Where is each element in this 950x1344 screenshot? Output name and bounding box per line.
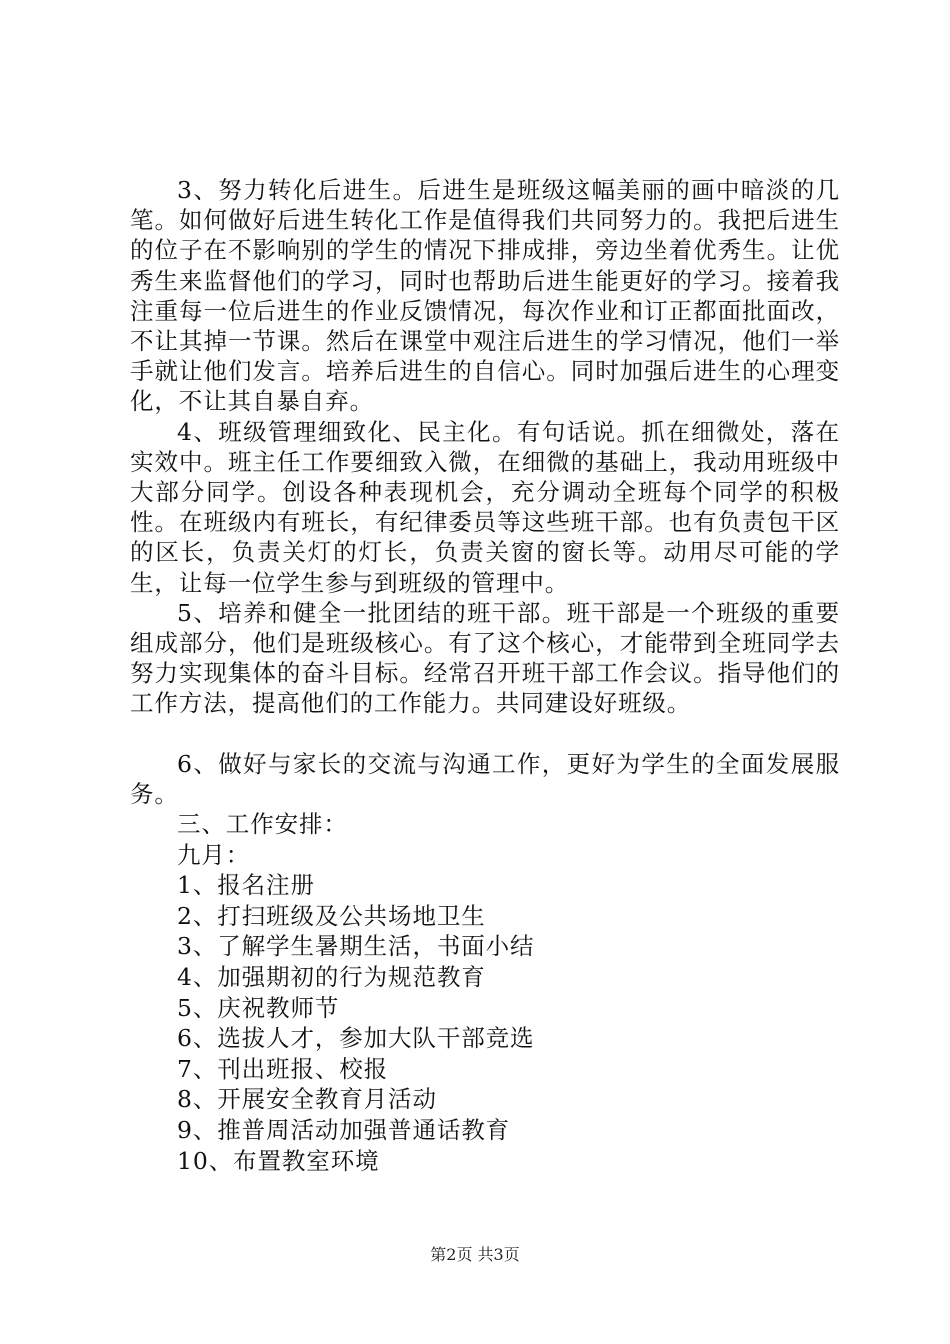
list-item: 3、了解学生暑期生活，书面小结 bbox=[177, 932, 535, 961]
paragraph-5: 5、培养和健全一批团结的班干部。班干部是一个班级的重要组成部分，他们是班级核心。有了这个核心，才能带到全班同学去努力实现集体的奋斗目标。经常召开班干部工作会议。指导他们的工作方法，提高他们的工作能力。共同建设好班级。 bbox=[130, 598, 840, 718]
list-item: 2、打扫班级及公共场地卫生 bbox=[177, 901, 486, 930]
list-item: 5、庆祝教师节 bbox=[177, 993, 340, 1022]
document-body bbox=[130, 175, 840, 1176]
month-heading: 九月： bbox=[177, 840, 251, 869]
list-item: 6、选拔人才，参加大队干部竞选 bbox=[177, 1024, 535, 1053]
list-item: 9、推普周活动加强普通话教育 bbox=[177, 1116, 511, 1144]
list-item: 4、加强期初的行为规范教育 bbox=[177, 963, 486, 992]
list-item: 7、刊出班报、校报 bbox=[177, 1054, 389, 1083]
section-heading: 三、工作安排： bbox=[177, 810, 348, 839]
paragraph-3: 3、努力转化后进生。后进生是班级这幅美丽的画中暗淡的几笔。如何做好后进生转化工作是值得我们共同努力的。我把后进生的位子在不影响别的学生的情况下排成排，旁边坐着优秀生。让优秀生来监督他们的学习，同时也帮助后进生能更好的学习。接着我注重每一位后进生的作业反馈情况，每次作业和订正都面批面改，不让其掉一节课。然后在课堂中观注后进生的学习情况，他们一举手就让他们发言。培养后进生的自信心。同时加强后进生的心理变化，不让其自暴自弃。 bbox=[130, 176, 840, 416]
list-item: 1、报名注册 bbox=[177, 871, 315, 900]
paragraph-spacer bbox=[130, 719, 840, 749]
paragraph-4: 4、班级管理细致化、民主化。有句话说。抓在细微处，落在实效中。班主任工作要细致入微，在细微的基础上，我动用班级中大部分同学。创设各种表现机会，充分调动全班每个同学的积极性。在班级内有班长，有纪律委员等这些班干部。也有负责包干区的区长，负责关灯的灯长，负责关窗的窗长等。动用尽可能的学生，让每一位学生参与到班级的管理中。 bbox=[130, 417, 840, 597]
page-number-footer: 第2页 共3页 bbox=[430, 1245, 520, 1264]
list-item: 10、布置教室环境 bbox=[177, 1146, 380, 1175]
paragraph-6: 6、做好与家长的交流与沟通工作，更好为学生的全面发展服务。 bbox=[130, 749, 840, 808]
list-item: 8、开展安全教育月活动 bbox=[177, 1085, 437, 1114]
